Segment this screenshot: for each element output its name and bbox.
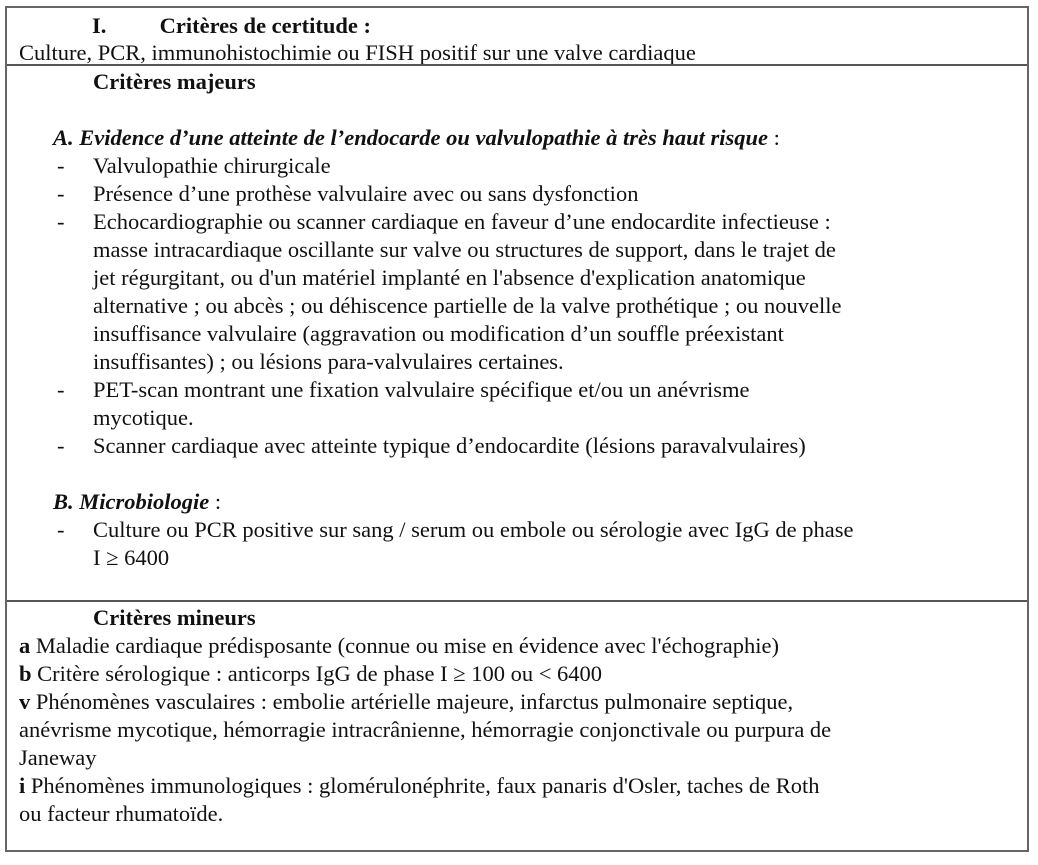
list-item-continuation: mycotique. [93,405,194,430]
list-item-continuation: jet régurgitant, ou d'un matériel implanté en l'absence d'explication anatomique [93,265,806,290]
list-item-continuation: I ≥ 6400 [93,545,170,570]
bullet-dash: - [57,517,65,542]
list-item-text: Présence d’une prothèse valvulaire avec ou sans dysfonction [93,181,639,206]
mineurs-title: Critères mineurs [93,605,256,630]
divider [7,64,1027,66]
criterion-key: i [19,773,26,798]
criterion-text: Critère sérologique : anticorps IgG de phase I ≥ 100 ou < 6400 [31,661,603,686]
section-b-title: Microbiologie [79,489,210,514]
section-a-suffix: : [768,125,780,150]
divider [7,600,1027,602]
criterion-key: a [19,633,31,658]
minor-criterion [19,660,602,688]
minor-criterion [19,632,779,660]
list-item-continuation: insuffisantes) ; ou lésions para-valvulaires certaines. [93,349,564,374]
criterion-continuation: Janeway [19,745,97,770]
criterion-key: v [19,689,31,714]
bullet-dash: - [57,209,65,234]
section-b-letter: B. [53,489,74,514]
list-item-continuation: alternative ; ou abcès ; ou déhiscence partielle de la valve prothétique ; ou nouvelle [93,293,842,318]
list-item-continuation: insuffisance valvulaire (aggravation ou modification d’un souffle préexistant [93,321,784,346]
bullet-dash: - [57,153,65,178]
section-a-title: Evidence d’une atteinte de l’endocarde ou valvulopathie à très haut risque [79,125,768,150]
criterion-text: Phénomènes immunologiques : glomérulonéphrite, faux panaris d'Osler, taches de Roth [25,773,820,798]
bullet-dash: - [57,377,65,402]
criterion-text: Maladie cardiaque prédisposante (connue ou mise en évidence avec l'échographie) [30,633,779,658]
minor-criterion [19,772,820,800]
certitude-heading [92,12,371,40]
section-b-heading [53,488,221,516]
bullet-dash: - [57,181,65,206]
list-item-text: Valvulopathie chirurgicale [93,153,331,178]
criterion-continuation: ou facteur rhumatoïde. [19,801,224,826]
list-item-text: Echocardiographie ou scanner cardiaque en faveur d’une endocardite infectieuse : [93,209,831,234]
certitude-text: Culture, PCR, immunohistochimie ou FISH positif sur une valve cardiaque [19,40,696,65]
majeurs-title: Critères majeurs [93,69,256,94]
criteria-table [5,6,1029,852]
list-item-continuation: masse intracardiaque oscillante sur valve ou structures de support, dans le trajet de [93,237,836,262]
criterion-continuation: anévrisme mycotique, hémorragie intracrânienne, hémorragie conjonctivale ou purpura de [19,717,832,742]
criterion-text: Phénomènes vasculaires : embolie artérielle majeure, infarctus pulmonaire septique, [30,689,794,714]
list-item-text: PET-scan montrant une fixation valvulaire spécifique et/ou un anévrisme [93,377,750,402]
section-number: I. [92,13,107,38]
criterion-key: b [19,661,32,686]
list-item-text: Culture ou PCR positive sur sang / serum ou embole ou sérologie avec IgG de phase [93,517,854,542]
section-a-heading [53,124,780,152]
list-item-text: Scanner cardiaque avec atteinte typique d’endocardite (lésions paravalvulaires) [93,433,806,458]
bullet-dash: - [57,433,65,458]
minor-criterion [19,688,793,716]
section-a-letter: A. [53,125,74,150]
certitude-title: Critères de certitude : [159,13,372,38]
section-b-suffix: : [209,489,222,514]
